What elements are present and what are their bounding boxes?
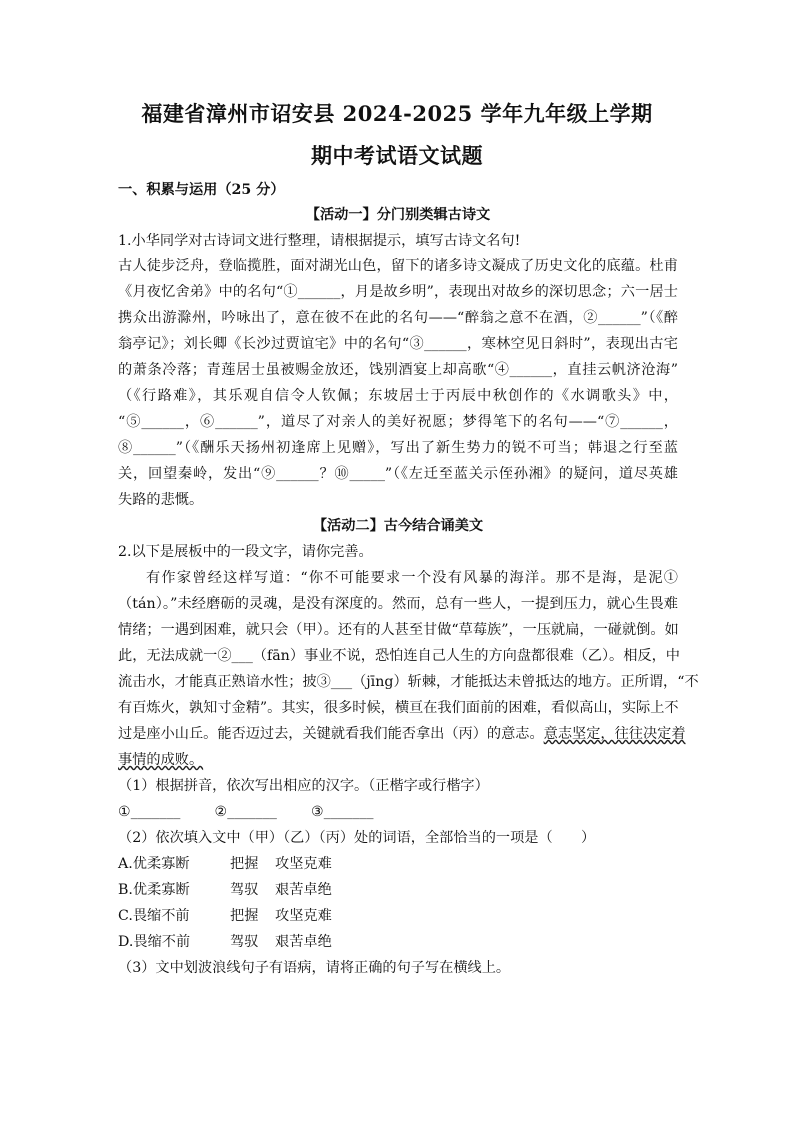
q2-prompt: 2.以下是展板中的一段文字，请你完善。	[118, 544, 373, 560]
q1-line: 的萧条冷落；青莲居士虽被赐金放还，饯别酒宴上却高歌“④______，直挂云帆济沧海”	[118, 362, 678, 378]
option-c	[118, 907, 678, 925]
option-a-word1: A.优柔寡断	[118, 856, 190, 872]
option-a-word2: 把握	[230, 856, 259, 872]
q1-line: “⑤______，⑥______”，道尽了对亲人的美好祝愿；梦得笔下的名句——“⑦______，	[118, 414, 678, 430]
answer-blank-3[interactable]: ③_______	[311, 804, 374, 820]
q1-line: ⑧______”（《酬乐天扬州初逢席上见赠》，写出了新生势力的锐不可当；韩退之行至蓝	[118, 440, 678, 456]
q2-passage-line: 有作家曾经这样写道：“你不可能要求一个没有风暴的海洋。那不是海，是泥①	[146, 570, 678, 586]
option-c-word1: C.畏缩不前	[118, 908, 190, 924]
q1-line: 《月夜忆舍弟》中的名句“①______，月是故乡明”，表现出对故乡的深切思念；六一居士	[118, 284, 678, 300]
q2-passage-line: 流击水，才能真正熟谙水性；披③___（jīng）斩棘，才能抵达未曾抵达的地方。正所谓，“不	[118, 674, 699, 690]
exam-title-line2: 期中考试语文试题	[311, 143, 483, 168]
section-heading: 一、积累与运用（25 分）	[118, 182, 285, 198]
q2-passage-line: 此，无法成就一②___（fān）事业不说，恐怕连自己人生的方向盘都很难（乙）。相反，中	[118, 648, 680, 664]
q1-line: 关，回望秦岭，发出“⑨______？⑩_____”（《左迁至蓝关示侄孙湘》的疑问，道尽英雄	[118, 466, 678, 482]
wavy-underlined-sentence-end: 事情的成败。	[118, 752, 204, 768]
q2-passage-line: （tán）。”未经磨砺的灵魂，是没有深度的。然而，总有一些人，一提到压力，就心生畏难	[118, 596, 678, 612]
q1-line: 携众出游滁州，吟咏出了，意在彼不在此的名句——“醉翁之意不在酒，②______”（《醉	[118, 310, 678, 326]
answer-blank-2[interactable]: ②_______	[214, 804, 277, 820]
q2-passage-line: 有百炼火，孰知寸金精”。其实，很多时候，横亘在我们面前的困难，看似高山，实际上不	[118, 700, 679, 716]
option-b-word1: B.优柔寡断	[118, 882, 190, 898]
q2-sub2: （2）依次填入文中（甲）（乙）（丙）处的词语，全部恰当的一项是（ ）	[118, 830, 596, 846]
activity1-heading: 【活动一】分门别类辑古诗文	[305, 207, 491, 223]
q1-line: 翁亭记》；刘长卿《长沙过贾谊宅》中的名句“③______，寒林空见日斜时”，表现出古宅	[118, 336, 678, 352]
q1-line: 古人徒步泛舟，登临揽胜，面对湖光山色，留下的诸多诗文凝成了历史文化的底蕴。杜甫	[118, 258, 678, 274]
option-c-word3: 攻坚克难	[275, 908, 332, 924]
answer-blanks	[118, 803, 678, 821]
option-d-word3: 艰苦卓绝	[275, 934, 332, 950]
answer-blank-1[interactable]: ①_______	[118, 804, 181, 820]
option-a	[118, 855, 678, 873]
activity2-heading: 【活动二】古今结合诵美文	[312, 518, 484, 534]
option-c-word2: 把握	[230, 908, 259, 924]
q1-line: 失路的悲慨。	[118, 492, 204, 508]
q2-sub1: （1）根据拼音，依次写出相应的汉字。（正楷字或行楷字）	[118, 778, 489, 794]
option-d	[118, 933, 678, 951]
option-b-word3: 艰苦卓绝	[275, 882, 332, 898]
q1-line: （《行路难》，其乐观自信令人钦佩；东坡居士于丙辰中秋创作的《水调歌头》中，	[118, 388, 678, 404]
q2-passage-line: 情绪；一遇到困难，就只会（甲）。还有的人甚至甘做“草莓族”，一压就扁，一碰就倒。如	[118, 622, 679, 638]
q2-passage-line-with-wavy	[118, 725, 686, 743]
q2-sub3: （3）文中划波浪线句子有语病，请将正确的句子写在横线上。	[118, 960, 511, 976]
option-b-word2: 驾驭	[230, 882, 259, 898]
option-a-word3: 攻坚克难	[275, 856, 332, 872]
option-d-word2: 驾驭	[230, 934, 259, 950]
option-b	[118, 881, 678, 899]
q2-passage-line	[118, 751, 678, 769]
q1-prompt: 1.小华同学对古诗词文进行整理，请根据提示，填写古诗文名句!	[118, 233, 521, 249]
option-d-word1: D.畏缩不前	[118, 934, 191, 950]
wavy-underlined-sentence: 意志坚定，往往决定着	[543, 726, 686, 742]
exam-title-line1: 福建省漳州市诏安县 2024-2025 学年九年级上学期	[141, 101, 653, 126]
q2-passage-text: 过是座小山丘。能否迈过去，关键就看我们能否拿出（丙）的意志。	[118, 726, 544, 742]
